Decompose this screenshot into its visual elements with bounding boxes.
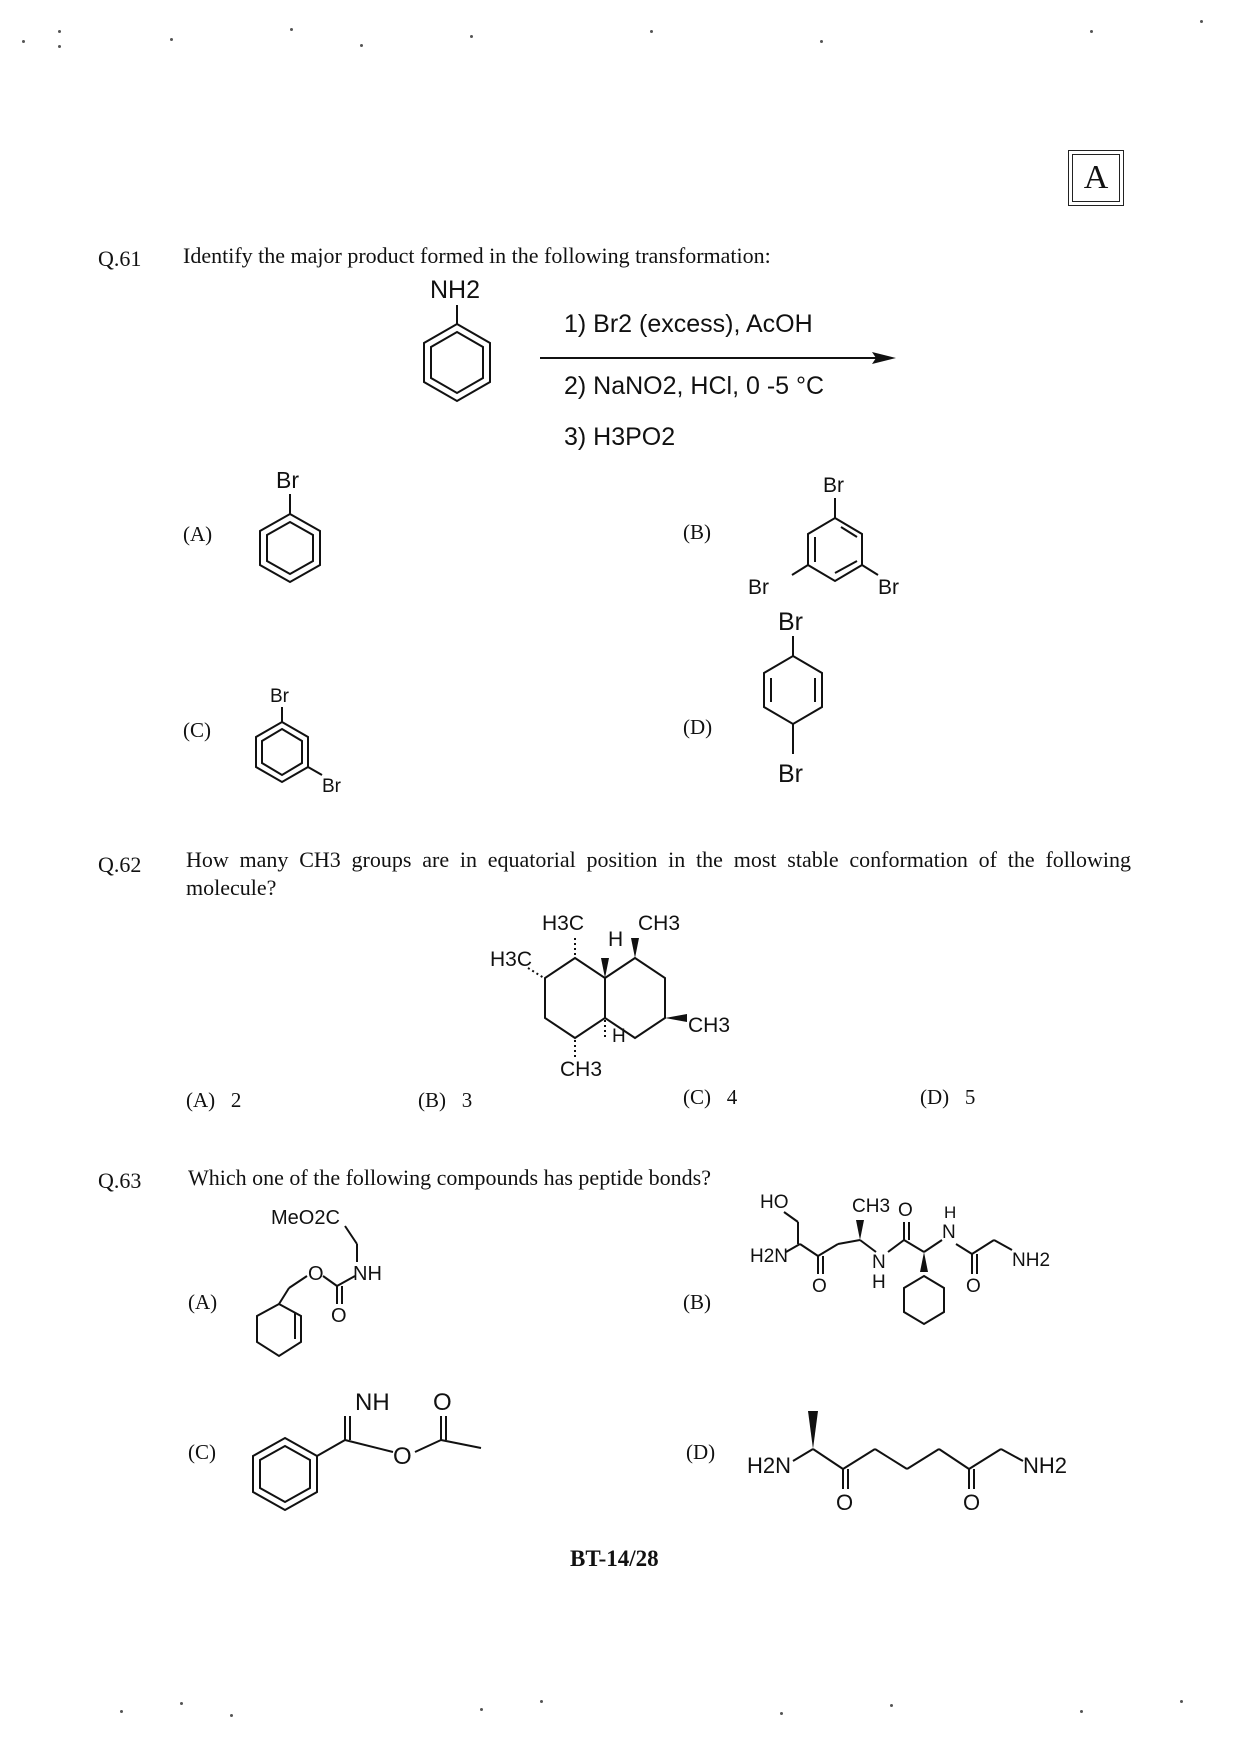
q63-b-nh-n: N: [872, 1252, 886, 1273]
q61-b-br-left: Br: [748, 576, 769, 599]
q61-a-br: Br: [276, 467, 299, 493]
q61-b-br-right: Br: [878, 576, 899, 599]
q62-option-a-letter: (A): [186, 1088, 216, 1112]
q63-b-h2: H: [944, 1203, 957, 1222]
q63-d-o1: O: [836, 1490, 854, 1515]
q63-b-ch3: CH3: [852, 1196, 891, 1217]
q63-text: Which one of the following compounds has peptide bonds?: [188, 1165, 712, 1190]
q63-b-nh-h: H: [872, 1272, 886, 1293]
q61-option-c-structure[interactable]: [240, 680, 360, 800]
q62-h3c-top: H3C: [542, 912, 585, 935]
q63-c-o-ester: O: [393, 1443, 412, 1470]
q61-reactant-aniline: [400, 272, 520, 412]
q61-option-b-letter[interactable]: (B): [683, 520, 711, 544]
q61-d-br-top: Br: [778, 608, 803, 636]
q63-option-a-structure[interactable]: [245, 1200, 425, 1380]
q62-option-a-value: 2: [230, 1088, 242, 1112]
q63-b-o1: O: [812, 1276, 827, 1297]
q63-d-nh2: NH2: [1023, 1453, 1068, 1478]
q63-b-nh2: NH2: [1012, 1250, 1051, 1271]
q63-option-d-structure[interactable]: [745, 1395, 1085, 1515]
q63-a-o: O: [308, 1263, 324, 1285]
q62-ch3-top: CH3: [638, 912, 681, 935]
q62-h-top: H: [608, 928, 624, 951]
q62-h3c-left: H3C: [490, 948, 533, 971]
q61-option-d-structure[interactable]: [740, 604, 860, 794]
q63-option-c-structure[interactable]: [245, 1382, 495, 1522]
set-code: A: [1072, 154, 1120, 202]
q63-b-n2: N: [942, 1222, 956, 1243]
q63-option-c-letter[interactable]: (C): [188, 1440, 216, 1464]
scan-noise-bottom: [0, 1680, 1240, 1740]
scan-noise-top: [0, 0, 1240, 60]
q63-b-ho: HO: [760, 1192, 789, 1213]
q63-b-o2: O: [898, 1200, 913, 1221]
q62-option-c[interactable]: [683, 1085, 737, 1110]
q61-text: Identify the major product formed in the following transformation:: [183, 243, 771, 268]
q63-a-o-carbonyl: O: [331, 1305, 347, 1327]
q63-b-h2n: H2N: [750, 1246, 789, 1267]
q62-option-a[interactable]: [186, 1088, 241, 1113]
q61-condition-2: 2) NaNO2, HCl, 0 -5 °C: [564, 372, 825, 400]
q61-condition-1: 1) Br2 (excess), AcOH: [564, 310, 813, 338]
q61-option-d-letter[interactable]: (D): [683, 715, 713, 739]
q62-option-b[interactable]: [418, 1088, 472, 1113]
q62-number: Q.62: [98, 852, 142, 877]
q63-option-b-structure[interactable]: [740, 1188, 1070, 1348]
q61-reaction-arrow: [538, 348, 898, 368]
q62-option-d[interactable]: [920, 1085, 975, 1110]
set-code-box: [1068, 150, 1124, 206]
q62-ch3-bottom: CH3: [560, 1058, 603, 1080]
q61-b-br-top: Br: [823, 474, 844, 497]
q62-option-c-letter: (C): [683, 1085, 711, 1109]
q63-b-o3: O: [966, 1276, 981, 1297]
q61-d-br-bottom: Br: [778, 760, 803, 788]
q62-text: How many CH3 groups are in equatorial position in the most stable conformation of the following molecule?: [186, 847, 1131, 900]
q62-decalin-structure: [480, 900, 760, 1080]
q63-option-b-letter[interactable]: (B): [683, 1290, 711, 1314]
q63-d-h2n: H2N: [747, 1453, 792, 1478]
q62-h-bottom: H: [612, 1026, 626, 1047]
q63-c-o-carbonyl: O: [433, 1389, 452, 1416]
q61-option-b-structure[interactable]: [740, 468, 920, 608]
q61-number: Q.61: [98, 246, 142, 271]
q63-option-d-letter[interactable]: (D): [686, 1440, 716, 1464]
q63-number: Q.63: [98, 1168, 142, 1193]
q62-ch3-right: CH3: [688, 1014, 731, 1037]
q61-option-a-structure[interactable]: [240, 462, 330, 602]
q63-c-nh: NH: [355, 1389, 390, 1416]
q62-option-c-value: 4: [726, 1085, 738, 1109]
q61-c-br-right: Br: [322, 776, 341, 797]
q61-condition-3: 3) H3PO2: [564, 423, 676, 451]
q63-option-a-letter[interactable]: (A): [188, 1290, 218, 1314]
q61-nh2-label: NH2: [430, 276, 481, 304]
q61-option-c-letter[interactable]: (C): [183, 718, 211, 742]
page-footer: BT-14/28: [570, 1546, 659, 1571]
q63-d-o2: O: [963, 1490, 981, 1515]
q62-option-b-value: 3: [461, 1088, 473, 1112]
q63-a-nh: NH: [353, 1263, 382, 1285]
q62-option-d-value: 5: [964, 1085, 976, 1109]
q62-option-b-letter: (B): [418, 1088, 446, 1112]
q61-c-br-top: Br: [270, 686, 289, 707]
q62-option-d-letter: (D): [920, 1085, 950, 1109]
q63-a-meo2c: MeO2C: [271, 1207, 340, 1229]
q61-option-a-letter[interactable]: (A): [183, 522, 213, 546]
